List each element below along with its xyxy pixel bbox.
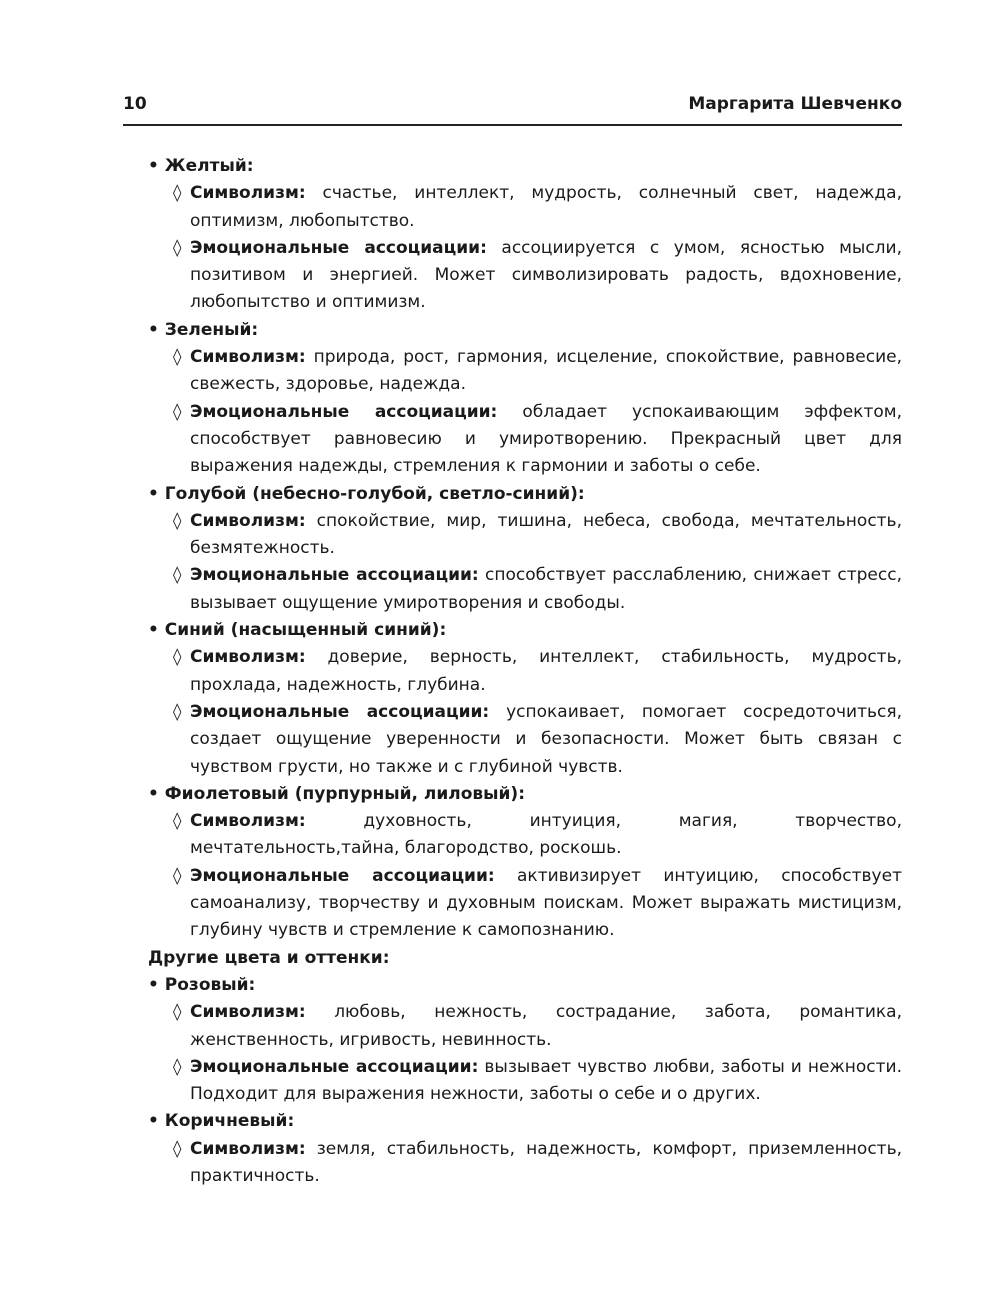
color-heading: • Голубой (небесно-голубой, светло-синий): — [148, 481, 902, 508]
running-header — [123, 94, 902, 126]
color-attribute — [148, 399, 902, 481]
attribute-text: ассоциируется с умом, ясностью мысли, позитивом и энергией. Может символизировать радость, вдохновение, любопытство и оптимизм. — [190, 237, 902, 313]
attribute-label: Символизм: — [190, 183, 306, 204]
color-attribute — [148, 644, 902, 699]
attribute-text: природа, рост, гармония, исцеление, спокойствие, равновесие, свежесть, здоровье, надежда. — [190, 347, 902, 395]
attribute-label: Эмоциональные ассоциации: — [190, 701, 490, 722]
color-attribute — [148, 808, 902, 863]
attribute-text: спокойствие, мир, тишина, небеса, свобода, мечтательность, безмятежность. — [190, 510, 902, 559]
attribute-text: успокаивает, помогает сосредоточиться, создает ощущение уверенности и безопасности. Может быть связан с чувством грусти, но также и с глубиной чувств. — [190, 701, 902, 777]
attribute-label: Символизм: — [190, 1138, 306, 1159]
section-subheading: Другие цвета и оттенки: — [148, 947, 390, 968]
diamond-bullet-icon: ◊ — [173, 347, 182, 368]
attribute-text: земля, стабильность, надежность, комфорт, приземленность, практичность. — [190, 1138, 902, 1186]
attribute-text: активизирует интуицию, способствует самоанализу, творчеству и духовным поискам. Может выражать мистицизм, глубину чувств и стремление к самопознанию. — [190, 865, 902, 941]
diamond-bullet-icon: ◊ — [173, 701, 182, 722]
color-attribute — [148, 1054, 902, 1109]
diamond-bullet-icon: ◊ — [173, 811, 182, 832]
color-attribute — [148, 1136, 902, 1191]
color-heading: • Коричневый: — [148, 1108, 902, 1135]
attribute-text: способствует расслаблению, снижает стресс, вызывает ощущение умиротворения и свободы. — [190, 565, 902, 613]
color-attribute — [148, 344, 902, 399]
attribute-text: обладает успокаивающим эффектом, способствует равновесию и умиротворению. Прекрасный цвет для выражения надежды, стремления к гармонии и заботы о себе. — [190, 401, 902, 477]
color-heading: • Синий (насыщенный синий): — [148, 617, 902, 644]
author-name: Маргарита Шевченко — [688, 94, 902, 114]
attribute-label: Эмоциональные ассоциации: — [190, 865, 495, 886]
diamond-bullet-icon: ◊ — [173, 1138, 182, 1159]
attribute-text: любовь, нежность, сострадание, забота, романтика, женственность, игривость, невинность. — [190, 1002, 902, 1050]
attribute-text: счастье, интеллект, мудрость, солнечный свет, надежда, оптимизм, любопытство. — [190, 183, 902, 231]
diamond-bullet-icon: ◊ — [173, 565, 182, 586]
page-content — [148, 153, 902, 1190]
attribute-text: духовность, интуиция, магия, творчество, мечтательность,тайна, благородство, роскошь. — [190, 811, 902, 859]
color-heading: • Фиолетовый (пурпурный, лиловый): — [148, 781, 902, 808]
attribute-label: Символизм: — [190, 811, 306, 832]
color-attribute — [148, 235, 902, 317]
attribute-label: Эмоциональные ассоциации: — [190, 237, 487, 258]
color-attribute — [148, 508, 902, 563]
color-attribute — [148, 180, 902, 235]
attribute-text: вызывает чувство любви, заботы и нежности. Подходит для выражения нежности, заботы о себе и о других. — [190, 1056, 902, 1105]
diamond-bullet-icon: ◊ — [173, 237, 182, 258]
color-attribute — [148, 999, 902, 1054]
color-attribute — [148, 863, 902, 945]
diamond-bullet-icon: ◊ — [173, 647, 182, 668]
diamond-bullet-icon: ◊ — [173, 510, 182, 531]
attribute-label: Эмоциональные ассоциации: — [190, 565, 479, 586]
attribute-label: Эмоциональные ассоциации: — [190, 401, 498, 422]
attribute-label: Символизм: — [190, 1002, 306, 1023]
diamond-bullet-icon: ◊ — [173, 401, 182, 422]
color-attribute — [148, 699, 902, 781]
diamond-bullet-icon: ◊ — [173, 183, 182, 204]
attribute-label: Символизм: — [190, 347, 306, 368]
attribute-text: доверие, верность, интеллект, стабильность, мудрость, прохлада, надежность, глубина. — [190, 647, 902, 695]
attribute-label: Символизм: — [190, 647, 306, 668]
color-heading: • Розовый: — [148, 972, 902, 999]
color-heading: • Желтый: — [148, 153, 902, 180]
color-attribute — [148, 562, 902, 617]
diamond-bullet-icon: ◊ — [173, 1056, 182, 1077]
attribute-label: Эмоциональные ассоциации: — [190, 1056, 479, 1077]
color-heading: • Зеленый: — [148, 317, 902, 344]
attribute-label: Символизм: — [190, 510, 306, 531]
diamond-bullet-icon: ◊ — [173, 1002, 182, 1023]
diamond-bullet-icon: ◊ — [173, 865, 182, 886]
page-number: 10 — [123, 94, 147, 114]
